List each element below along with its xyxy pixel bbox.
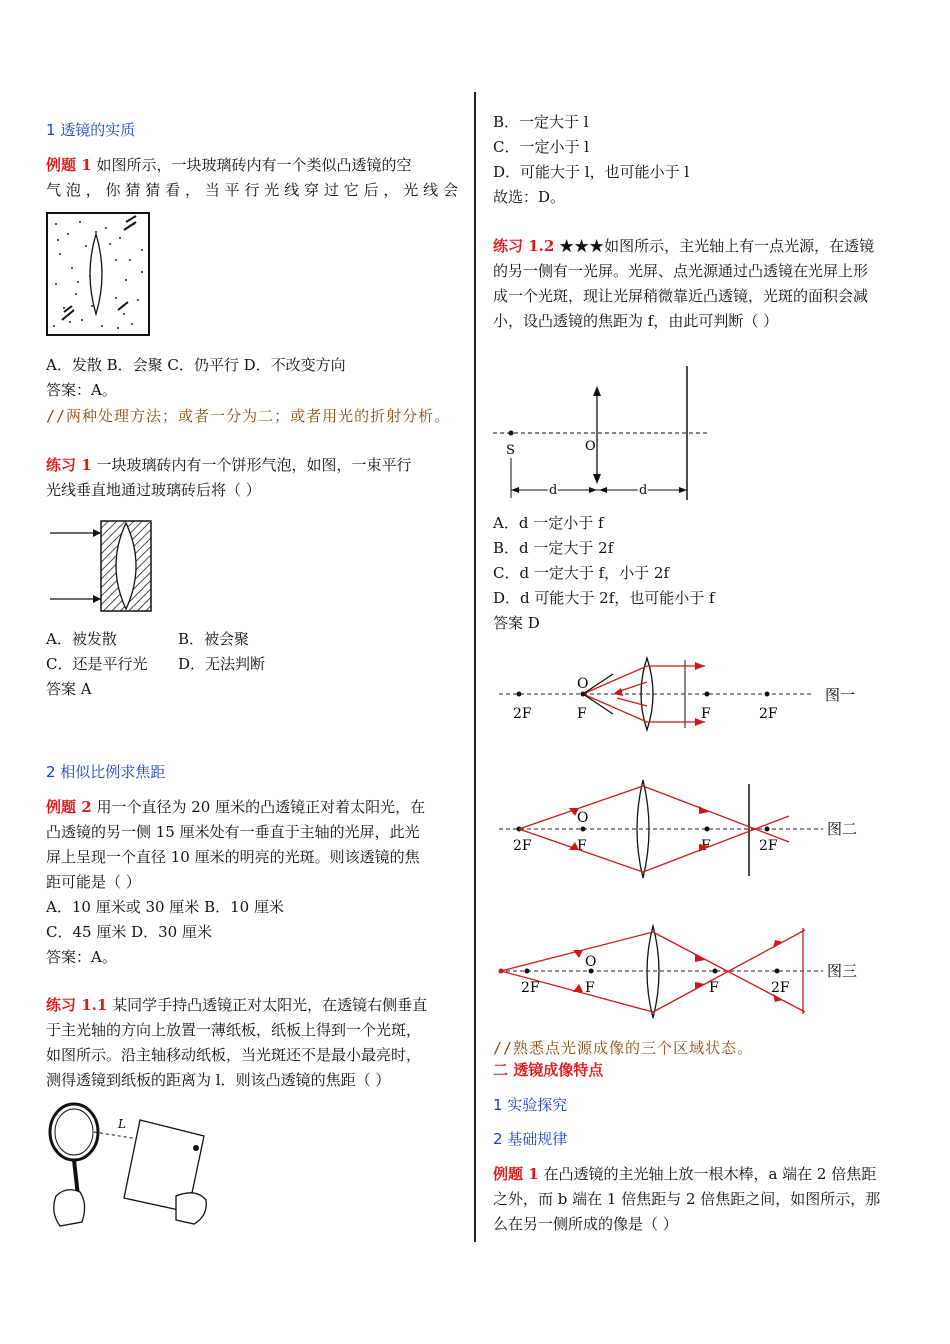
example-1-note: //两种处理方法；或者一分为二；或者用光的折射分析。 xyxy=(46,407,451,425)
practice-label: 练习 1.1 xyxy=(46,996,108,1014)
practice-12-line3: 成一个光斑，现让光屏稍微靠近凸透镜，光斑的面积会减 xyxy=(493,287,869,305)
example-2-options-2: C．45 厘米 D．30 厘米 xyxy=(46,923,212,941)
practice-1-line1: 练习 1 一块玻璃砖内有一个饼形气泡，如图，一束平行 xyxy=(46,456,412,474)
example-2-line3: 屏上呈现一个直径 10 厘米的明亮的光斑。则该透镜的焦 xyxy=(46,848,420,866)
practice-12-line2: 的另一侧有一光屏。光屏、点光源通过凸透镜在光屏上形 xyxy=(493,262,869,280)
example-1-line1: 例题 1 如图所示，一块玻璃砖内有一个类似凸透镜的空 xyxy=(46,156,412,174)
source-label: S xyxy=(506,443,515,458)
option-c: C．一定小于 l xyxy=(493,138,590,156)
figure-2-label: 图二 xyxy=(827,820,858,838)
practice-1-option-c: C．还是平行光 xyxy=(46,655,148,673)
option-d: D．可能大于 l，也可能小于 l xyxy=(493,163,690,181)
svg-text:2F: 2F xyxy=(759,838,778,854)
practice-1-answer: 答案 A xyxy=(46,680,92,698)
practice-11-line3: 如图所示。沿主轴移动纸板，当光斑还不是最小最亮时， xyxy=(46,1046,422,1064)
practice-12-option-d: D．d 可能大于 2f，也可能小于 f xyxy=(493,589,715,607)
practice-1-option-a: A．被发散 xyxy=(46,630,117,648)
section-title-imaging: 二 透镜成像特点 xyxy=(493,1061,604,1079)
practice-12-option-b: B．d 一定大于 2f xyxy=(493,539,614,557)
example-label: 例题 1 xyxy=(46,156,92,174)
svg-text:O: O xyxy=(577,810,589,826)
svg-text:2F: 2F xyxy=(521,980,540,996)
figure-note: //熟悉点光源成像的三个区域状态。 xyxy=(493,1039,754,1057)
example-2-line2: 凸透镜的另一侧 15 厘米处有一垂直于主轴的光屏，此光 xyxy=(46,823,420,841)
svg-text:O: O xyxy=(585,954,597,970)
optical-center-label: O xyxy=(585,439,596,454)
figure-3-source-beyond-2f xyxy=(493,922,873,1028)
svg-text:F: F xyxy=(709,980,719,996)
practice-12-answer: 答案 D xyxy=(493,614,540,632)
example-2-line4: 距可能是（ ） xyxy=(46,873,141,891)
practice-1-option-d: D．无法判断 xyxy=(178,655,266,673)
practice-12-option-c: C．d 一定大于 f，小于 2f xyxy=(493,564,670,582)
option-b: B．一定大于 l xyxy=(493,113,589,131)
chosen-answer: 故选：D。 xyxy=(493,188,566,206)
svg-text:F: F xyxy=(585,980,595,996)
example-1-line2: 气泡，你猜猜看，当平行光线穿过它后，光线会 xyxy=(46,181,458,199)
example-label: 例题 2 xyxy=(46,798,92,816)
cake-bubble-figure xyxy=(46,515,166,615)
difficulty-stars: ★★★ xyxy=(559,237,605,255)
example-1-options: A．发散 B．会聚 C．仍平行 D．不改变方向 xyxy=(46,356,346,374)
section-title-lens-essence: 1 透镜的实质 xyxy=(46,121,136,139)
practice-12-line1: 练习 1.2 ★★★如图所示，主光轴上有一点光源，在透镜 xyxy=(493,237,875,255)
example-2-options-1: A．10 厘米或 30 厘米 B．10 厘米 xyxy=(46,898,284,916)
svg-text:F: F xyxy=(577,838,587,854)
figure-2-source-at-2f xyxy=(493,772,873,884)
column-divider xyxy=(474,92,476,1242)
svg-text:2F: 2F xyxy=(513,838,532,854)
practice-11-line1: 练习 1.1 某同学手持凸透镜正对太阳光，在透镜右侧垂直 xyxy=(46,996,428,1014)
magnifier-paper-figure xyxy=(46,1100,216,1232)
distance-d-left: d xyxy=(549,483,558,498)
section-title-focal-length: 2 相似比例求焦距 xyxy=(46,763,166,781)
figure-1-label: 图一 xyxy=(825,686,856,704)
distance-d-right: d xyxy=(639,483,648,498)
svg-text:2F: 2F xyxy=(759,706,778,722)
practice-1-option-b: B．被会聚 xyxy=(178,630,250,648)
right-example-1-line1: 例题 1 在凸透镜的主光轴上放一根木棒，a 端在 2 倍焦距 xyxy=(493,1165,877,1183)
svg-text:2F: 2F xyxy=(771,980,790,996)
right-example-1-line3: 么在另一侧所成的像是（ ） xyxy=(493,1215,678,1233)
subsection-basic-rules: 2 基础规律 xyxy=(493,1130,568,1148)
glass-brick-bubble-figure xyxy=(46,210,152,340)
svg-text:F: F xyxy=(701,706,711,722)
svg-text:2F: 2F xyxy=(513,706,532,722)
figure-3-label: 图三 xyxy=(827,962,858,980)
practice-11-line2: 于主光轴的方向上放置一薄纸板，纸板上得到一个光斑， xyxy=(46,1021,422,1039)
practice-label: 练习 1 xyxy=(46,456,92,474)
practice-12-line4: 小，设凸透镜的焦距为 f，由此可判断（ ） xyxy=(493,312,779,330)
practice-12-option-a: A．d 一定小于 f xyxy=(493,514,604,532)
svg-text:O: O xyxy=(577,676,589,692)
practice-11-line4: 测得透镜到纸板的距离为 l．则该凸透镜的焦距（ ） xyxy=(46,1071,391,1089)
practice-label: 练习 1.2 xyxy=(493,237,555,255)
subsection-experiment: 1 实验探究 xyxy=(493,1096,568,1114)
right-example-1-line2: 之外，而 b 端在 1 倍焦距与 2 倍焦距之间，如图所示，那 xyxy=(493,1190,881,1208)
example-2-answer: 答案：A。 xyxy=(46,948,117,966)
practice-1-line2: 光线垂直地通过玻璃砖后将（ ） xyxy=(46,481,261,499)
figure-1-source-inside-focus xyxy=(493,652,873,732)
distance-label: L xyxy=(118,1117,126,1131)
example-2-line1: 例题 2 用一个直径为 20 厘米的凸透镜正对着太阳光，在 xyxy=(46,798,426,816)
point-source-screen-figure xyxy=(493,362,723,504)
example-1-answer: 答案：A。 xyxy=(46,381,117,399)
svg-text:F: F xyxy=(577,706,587,722)
example-label: 例题 1 xyxy=(493,1165,539,1183)
